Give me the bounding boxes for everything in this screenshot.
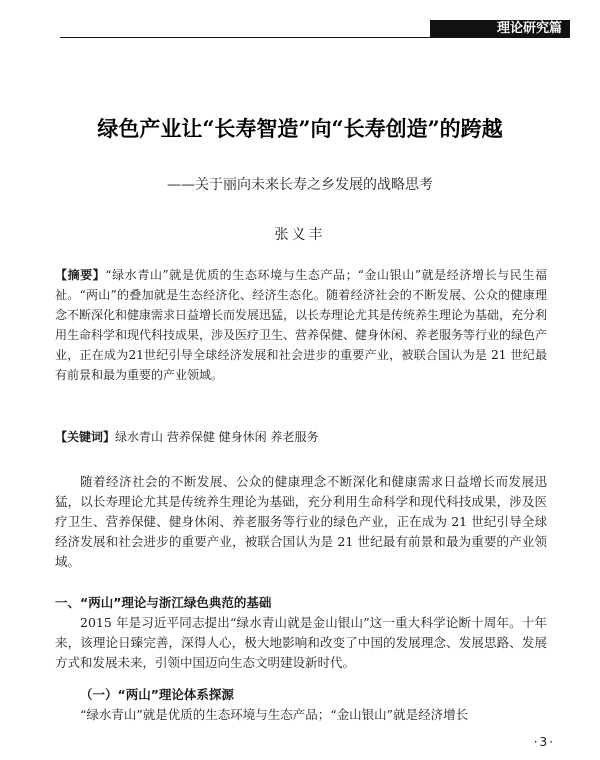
- section-1-body: [55, 613, 547, 673]
- subsection-heading-1: （一）“两山”理论体系探源: [80, 687, 234, 702]
- keywords: [55, 427, 547, 447]
- intro-section: [55, 472, 547, 572]
- abstract: [55, 265, 547, 385]
- intro-paragraph: 随着经济社会的不断发展、公众的健康理念不断深化和健康需求日益增长而发展迅猛，以长寿理论尤其是传统养生理论为基础，充分利用生命科学和现代科技成果，涉及医疗卫生、营养保健、健身休闲、养老服务等行业的绿色产业，正在成为 21 世纪引导全球经济发展和社会进步的重要产业，被联合国认为是 21 世纪最有前景和最为重要的产业领域。: [55, 474, 547, 569]
- author-name: 张义丰: [274, 227, 326, 243]
- abstract-label: 【摘要】: [55, 268, 106, 282]
- subsection-1-body: [55, 705, 547, 725]
- subsection-1-paragraph: “绿水青山”就是优质的生态环境与生态产品；“金山银山”就是经济增长: [80, 707, 469, 722]
- running-header: [0, 0, 600, 40]
- keywords-text: 绿水青山 营养保健 健身休闲 养老服务: [115, 430, 319, 444]
- keywords-label: 【关键词】: [55, 430, 116, 444]
- page-number: ·3·: [533, 735, 555, 749]
- abstract-text: “绿水青山”就是优质的生态环境与生态产品；“金山银山”就是经济增长与民生福祉。“两山”的叠加就是生态经济化、经济生态化。随着经济社会的不断发展、公众的健康理念不断深化和健康需求日益增长而发展迅猛，以长寿理论尤其是传统养生理论为基础，充分利用生命科学和现代科技成果，涉及医疗卫生、营养保健、健身休闲、养老服务等行业的绿色产业，正在成为21世纪引导全球经济发展和社会进步的重要产业，被联合国认为是 21 世纪最有前景和最为重要的产业领域。: [55, 268, 548, 382]
- header-rule: [60, 37, 430, 38]
- section-1-paragraph: 2015 年是习近平同志提出“绿水青山就是金山银山”这一重大科学论断十周年。十年来，该理论日臻完善，深得人心，极大地影响和改变了中国的发展理念、发展思路、发展方式和发展未来，引领中国迈向生态文明建设新时代。: [55, 615, 547, 670]
- article-subtitle: ——关于丽向未来长寿之乡发展的战略思考: [167, 177, 433, 193]
- article-title: 绿色产业让“长寿智造”向“长寿创造”的跨越: [97, 116, 503, 141]
- section-label: 理论研究篇: [430, 20, 570, 38]
- section-heading-1: 一、“两山”理论与浙江绿色典范的基础: [55, 595, 272, 610]
